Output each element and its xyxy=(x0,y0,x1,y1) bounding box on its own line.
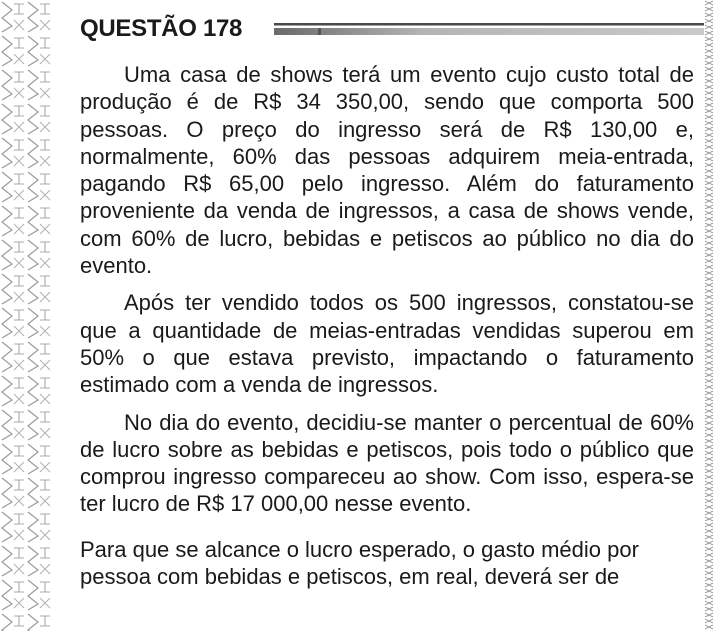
question-body xyxy=(80,61,694,590)
question-prompt: Para que se alcance o lucro esperado, o gasto médio por pessoa com bebidas e petiscos, em real, deverá ser de xyxy=(80,536,639,590)
question-title: QUESTÃO 178 xyxy=(80,15,243,42)
paragraph-3: No dia do evento, decidiu-se manter o percentual de 60% de lucro sobre as bebidas e petiscos, pois todo o público que comprou ingresso compareceu ao show. Com isso, espera-se ter lucro de R$ 17 000,00 nesse evento. xyxy=(80,409,694,517)
right-decorative-border xyxy=(704,0,714,631)
header-double-rule xyxy=(274,20,704,42)
paragraph-2: Após ter vendido todos os 500 ingressos, constatou-se que a quantidade de meias-entradas vendidas superou em 50% o que estava previsto, impactando o faturamento estimado com a venda de ingressos. xyxy=(80,290,694,398)
left-decorative-pattern xyxy=(0,0,52,631)
paragraph-1: Uma casa de shows terá um evento cujo custo total de produção é de R$ 34 350,00, sendo que comporta 500 pessoas. O preço do ingresso será de R$ 130,00 e, normalmente, 60% das pessoas adquirem meia-entrada, pagando R$ 65,00 pelo ingresso. Além do faturamento proveniente da venda de ingressos, a casa de shows vende, com 60% de lucro, bebidas e petiscos ao público no dia do evento. xyxy=(80,62,694,279)
question-header xyxy=(80,12,704,46)
